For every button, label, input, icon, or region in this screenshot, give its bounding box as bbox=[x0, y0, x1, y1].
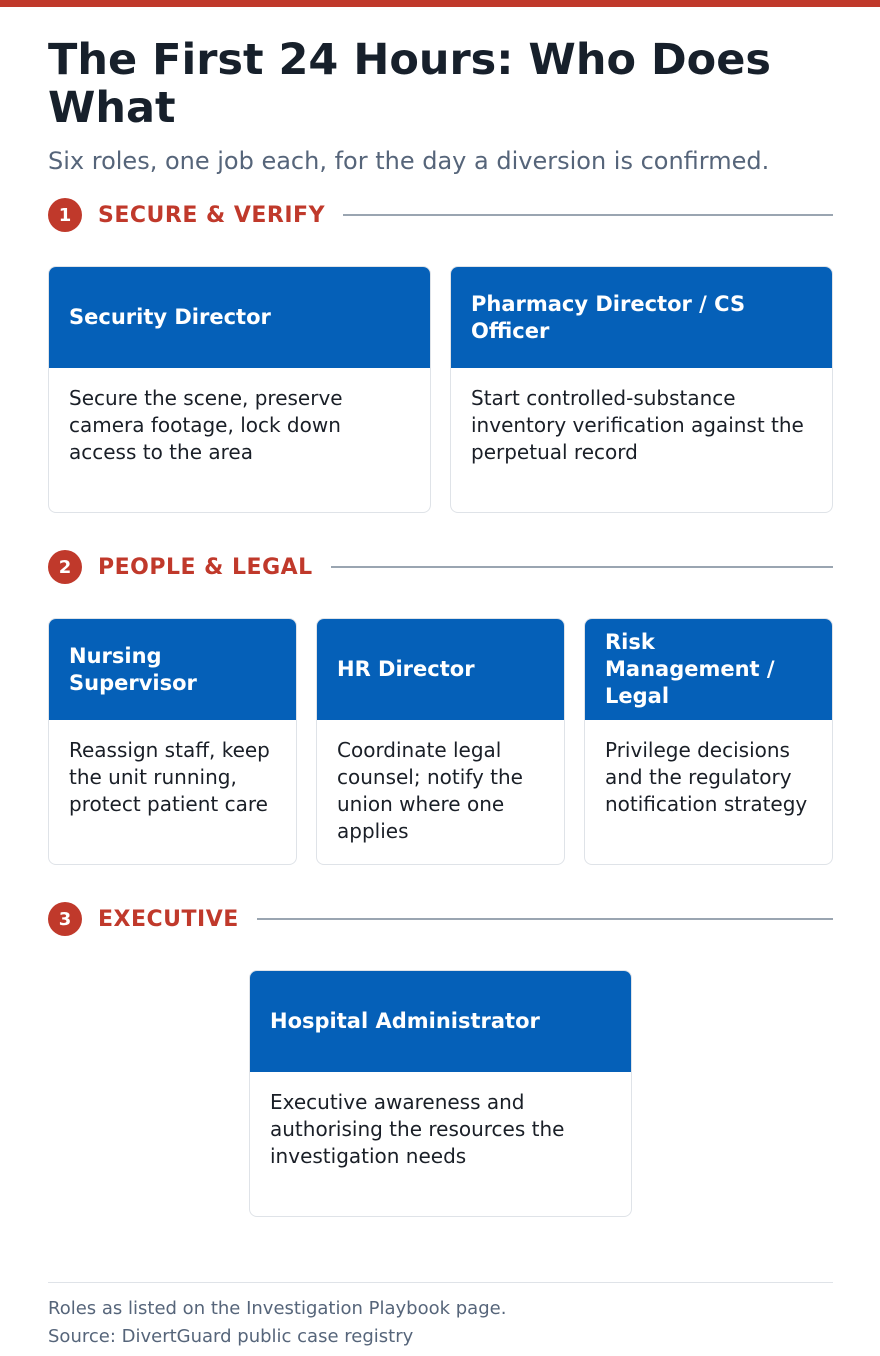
section-number-badge: 1 bbox=[48, 198, 82, 232]
role-description: Executive awareness and authorising the resources the investigation needs bbox=[270, 1090, 565, 1168]
role-title: Nursing Supervisor bbox=[49, 619, 296, 720]
role-description: Privilege decisions and the regulatory notification strategy bbox=[605, 738, 808, 816]
role-description: Secure the scene, preserve camera footage, lock down access to the area bbox=[69, 386, 343, 464]
section-divider bbox=[257, 918, 833, 920]
section-number-badge: 2 bbox=[48, 550, 82, 584]
role-card-pharmacy-director bbox=[450, 266, 833, 513]
role-title: Security Director bbox=[49, 267, 430, 368]
role-card-hospital-administrator bbox=[249, 970, 632, 1217]
role-card-risk-management-legal bbox=[584, 618, 833, 865]
section-header-executive bbox=[48, 901, 833, 937]
section-header-secure-verify bbox=[48, 197, 833, 233]
role-description: Reassign staff, keep the unit running, protect patient care bbox=[69, 738, 270, 816]
role-title: Hospital Administrator bbox=[250, 971, 631, 1072]
section-label: SECURE & VERIFY bbox=[98, 202, 325, 228]
footer-divider bbox=[48, 1282, 833, 1283]
page-title: The First 24 Hours: Who Does What bbox=[48, 35, 771, 133]
role-description: Start controlled-substance inventory verification against the perpetual record bbox=[471, 386, 804, 464]
role-card-nursing-supervisor bbox=[48, 618, 297, 865]
section-divider bbox=[343, 214, 833, 216]
role-card-hr-director bbox=[316, 618, 565, 865]
role-title: Pharmacy Director / CS Officer bbox=[451, 267, 832, 368]
section-label: EXECUTIVE bbox=[98, 906, 239, 932]
role-card-security-director bbox=[48, 266, 431, 513]
footer-source: Source: DivertGuard public case registry bbox=[48, 1326, 414, 1347]
role-description: Coordinate legal counsel; notify the union where one applies bbox=[337, 738, 523, 843]
footer-note: Roles as listed on the Investigation Playbook page. bbox=[48, 1298, 507, 1319]
section-label: PEOPLE & LEGAL bbox=[98, 554, 313, 580]
section-number-badge: 3 bbox=[48, 902, 82, 936]
top-accent-bar bbox=[0, 0, 880, 7]
section-header-people-legal bbox=[48, 549, 833, 585]
section-divider bbox=[331, 566, 833, 568]
role-title: Risk Management / Legal bbox=[585, 619, 832, 720]
footer bbox=[48, 1295, 838, 1351]
role-title: HR Director bbox=[317, 619, 564, 720]
page-subtitle: Six roles, one job each, for the day a diversion is confirmed. bbox=[48, 147, 770, 175]
